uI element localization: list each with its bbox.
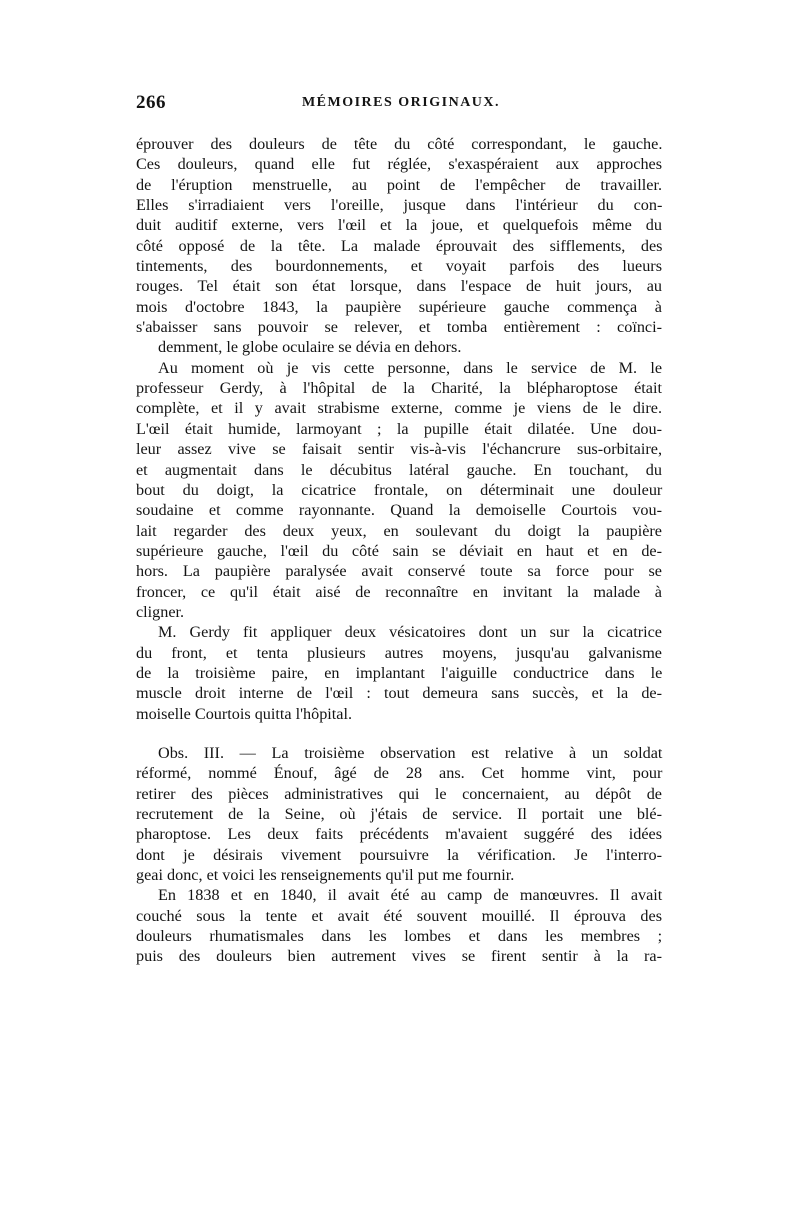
paragraph-1: [136, 134, 662, 358]
text-line: M. Gerdy fit appliquer deux vésicatoires dont un sur la cicatrice: [158, 623, 662, 642]
page-header: [136, 92, 666, 122]
text-line: Ces douleurs, quand elle fut réglée, s'exaspéraient aux approches: [136, 155, 663, 174]
text-line: bout du doigt, la cicatrice frontale, on déterminait une douleur: [136, 480, 663, 499]
text-line: L'œil était humide, larmoyant ; la pupille était dilatée. Une dou-: [136, 419, 662, 438]
page-number: 266: [136, 92, 166, 113]
text-line: recrutement de la Seine, où j'étais de service. Il portait une blé-: [136, 805, 662, 823]
text-line: douleurs rhumatismales dans les lombes et dans les membres ;: [136, 927, 663, 946]
text-line: Elles s'irradiaient vers l'oreille, jusque dans l'intérieur du con-: [136, 196, 663, 215]
text-line: supérieure gauche, l'œil du côté sain se déviait en haut et en de-: [136, 541, 662, 560]
paragraph-3: [136, 622, 662, 724]
text-line: du front, et tenta plusieurs autres moyens, jusqu'au galvanisme: [136, 643, 662, 662]
text-line: réformé, nommé Énouf, âgé de 28 ans. Cet homme vint, pour: [136, 764, 663, 783]
text-line: retirer des pièces administratives qui le concernaient, au dépôt de: [136, 784, 662, 803]
text-line: s'abaisser sans pouvoir se relever, et tomba entièrement : coïnci-: [136, 318, 662, 337]
text-line: complète, et il y avait strabisme externe, comme je viens de le dire.: [136, 399, 662, 418]
text-line: mois d'octobre 1843, la paupière supérieure gauche commença à: [136, 297, 662, 316]
text-line: lait regarder des deux yeux, en soulevant du doigt la paupière: [136, 521, 662, 540]
text-line: muscle droit interne de l'œil : tout demeura sans succès, et la de-: [136, 684, 662, 703]
text-line: pharoptose. Les deux faits précédents m'avaient suggéré des idées: [136, 825, 662, 844]
text-line: duit auditif externe, vers l'œil et la joue, et quelquefois même du: [136, 216, 662, 235]
running-title: MÉMOIRES ORIGINAUX.: [301, 95, 501, 110]
text-line: de la troisième paire, en implantant l'aiguille conductrice dans le: [136, 663, 663, 682]
text-line: Au moment où je vis cette personne, dans le service de M. le: [158, 358, 662, 377]
text-line: soudaine et comme rayonnante. Quand la demoiselle Courtois vou-: [136, 501, 662, 520]
text-line: éprouver des douleurs de tête du côté correspondant, le gauche.: [136, 135, 663, 153]
text-line: de l'éruption menstruelle, au point de l'empêcher de travailler.: [136, 175, 662, 194]
text-line: tintements, des bourdonnements, et voyait parfois des lueurs: [136, 257, 662, 276]
text-line: couché sous la tente et avait été souvent mouillé. Il éprouva des: [136, 906, 662, 925]
text-line: moiselle Courtois quitta l'hôpital.: [136, 704, 353, 723]
text-line: professeur Gerdy, à l'hôpital de la Charité, la blépharoptose était: [136, 379, 662, 398]
text-line: hors. La paupière paralysée avait conservé toute sa force pour se: [136, 562, 662, 581]
text-line: demment, le globe oculaire se dévia en dehors.: [158, 338, 462, 357]
text-line: puis des douleurs bien autrement vives se firent sentir à la ra-: [136, 947, 662, 966]
text-line: et augmentait dans le décubitus latéral gauche. En touchant, du: [136, 460, 662, 479]
text-line: leur assez vive se faisait sentir vis-à-vis l'échancrure sus-orbitaire,: [136, 440, 662, 459]
paragraph-5: [136, 885, 662, 966]
body-text: [136, 134, 662, 967]
text-line: froncer, ce qu'il était aisé de reconnaître en invitant la malade à: [136, 582, 662, 601]
paragraph-4: [136, 743, 662, 885]
text-line: côté opposé de la tête. La malade éprouvait des sifflements, des: [136, 236, 663, 255]
text-line: En 1838 et en 1840, il avait été au camp de manœuvres. Il avait: [158, 886, 663, 905]
text-line: cligner.: [136, 602, 185, 621]
text-line: rouges. Tel était son état lorsque, dans l'espace de huit jours, au: [136, 277, 662, 296]
text-line: dont je désirais vivement poursuivre la vérification. Je l'interro-: [136, 845, 662, 864]
text-line: Obs. III. — La troisième observation est relative à un soldat: [158, 743, 663, 762]
paragraph-2: [136, 358, 662, 622]
section-gap: [136, 724, 662, 743]
text-line: geai donc, et voici les renseignements qu'il put me fournir.: [136, 866, 515, 885]
